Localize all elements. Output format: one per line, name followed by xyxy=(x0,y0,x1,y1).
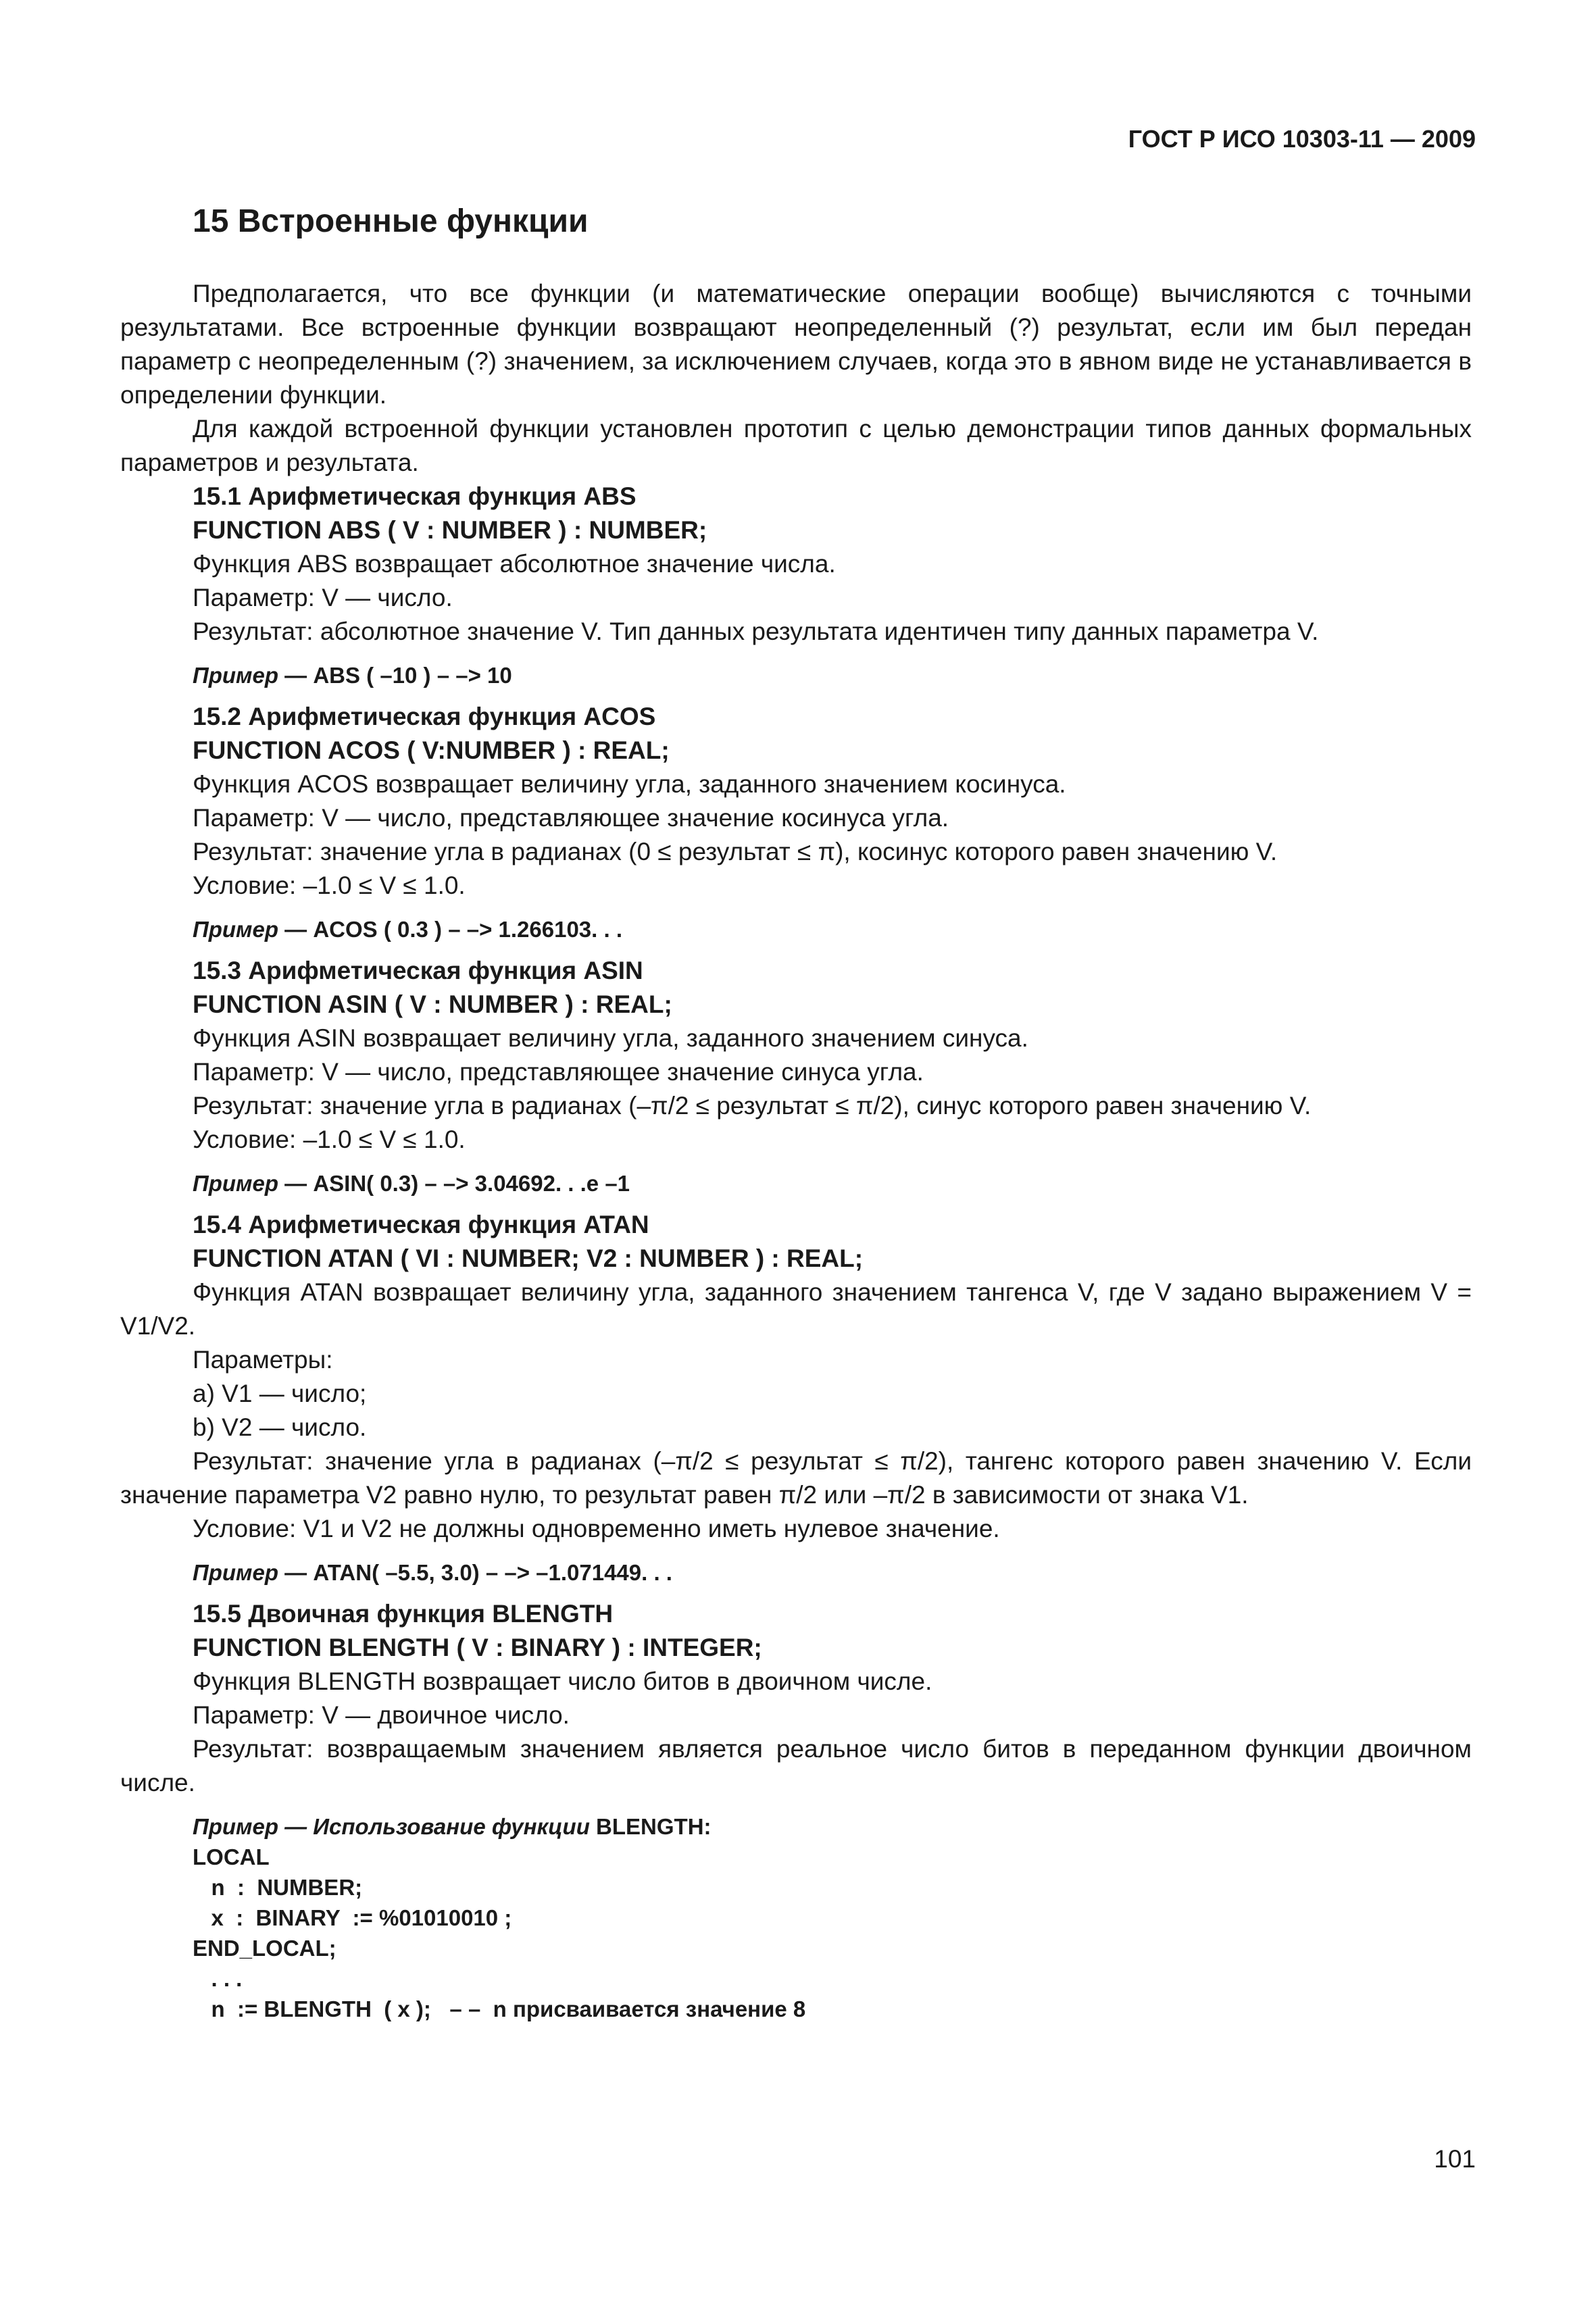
result-asin: Результат: значение угла в радианах (–π/2 ≤ результат ≤ π/2), синус которого равен значению V. xyxy=(193,1092,1312,1120)
desc-atan: Функция ATAN возвращает величину угла, заданного значением тангенса V, где V задано выражением V = V1/V2. xyxy=(120,1278,1472,1340)
example-label: Пример xyxy=(193,1560,278,1585)
example-asin xyxy=(120,1169,1472,1199)
params-title-atan: Параметры: xyxy=(193,1346,333,1374)
code-line: . . . xyxy=(193,1966,243,1991)
example-label: Пример — Использование функции xyxy=(193,1814,590,1839)
code-line: LOCAL xyxy=(193,1844,270,1869)
result-blength: Результат: возвращаемым значением является реальное число битов в переданном функции двоичном числе. xyxy=(120,1735,1472,1796)
param-a-atan: а) V1 — число; xyxy=(193,1380,367,1407)
document-header: ГОСТ Р ИСО 10303-11 — 2009 xyxy=(1128,125,1476,153)
result-abs: Результат: абсолютное значение V. Тип данных результата идентичен типу данных параметра V. xyxy=(193,618,1319,645)
param-asin: Параметр: V — число, представляющее значение синуса угла. xyxy=(193,1058,924,1086)
code-line: n := BLENGTH ( x ); – – n присваивается значение 8 xyxy=(193,1996,806,2021)
param-acos: Параметр: V — число, представляющее значение косинуса угла. xyxy=(193,804,949,832)
desc-blength: Функция BLENGTH возвращает число битов в двоичном числе. xyxy=(193,1667,932,1695)
heading-15-5: 15.5 Двоичная функция BLENGTH xyxy=(193,1600,614,1628)
example-text: — ASIN( 0.3) – –> 3.04692. . .e –1 xyxy=(278,1171,630,1196)
result-atan: Результат: значение угла в радианах (–π/2 ≤ результат ≤ π/2), тангенс которого равен значению V. Если значение параметра V2 равно нулю, то результат равен π/2 или –π/2 в зависимости от знака V1. xyxy=(120,1447,1472,1509)
code-line: x : BINARY := %01010010 ; xyxy=(193,1905,512,1930)
example-label: Пример xyxy=(193,663,278,688)
heading-15-4: 15.4 Арифметическая функция ATAN xyxy=(193,1211,649,1238)
heading-15-2: 15.2 Арифметическая функция ACOS xyxy=(193,703,656,730)
example-atan xyxy=(120,1558,1472,1588)
signature-abs: FUNCTION ABS ( V : NUMBER ) : NUMBER; xyxy=(193,516,707,544)
example-abs xyxy=(120,661,1472,690)
page-body xyxy=(120,277,1472,2024)
example-blength xyxy=(120,1812,1472,1842)
cond-acos: Условие: –1.0 ≤ V ≤ 1.0. xyxy=(193,872,466,899)
desc-abs: Функция ABS возвращает абсолютное значение числа. xyxy=(193,550,836,578)
code-line: END_LOCAL; xyxy=(193,1936,336,1961)
result-acos: Результат: значение угла в радианах (0 ≤ результат ≤ π), косинус которого равен значению V. xyxy=(193,838,1278,865)
param-b-atan: b) V2 — число. xyxy=(193,1413,367,1441)
cond-asin: Условие: –1.0 ≤ V ≤ 1.0. xyxy=(193,1126,466,1153)
section-title: 15 Встроенные функции xyxy=(193,203,589,239)
intro-paragraph-1: Предполагается, что все функции (и математические операции вообще) вычисляются с точными результатами. Все встроенные функции возвращают неопределенный (?) результат, если им был передан параметр с неопределенным (?) значением, за исключением случаев, когда это в явном виде не устанавливается в определении функции. xyxy=(120,280,1472,409)
code-line: n : NUMBER; xyxy=(193,1875,363,1900)
example-text: — ABS ( –10 ) – –> 10 xyxy=(278,663,512,688)
desc-acos: Функция ACOS возвращает величину угла, заданного значением косинуса. xyxy=(193,770,1066,798)
signature-acos: FUNCTION ACOS ( V:NUMBER ) : REAL; xyxy=(193,736,670,764)
example-acos xyxy=(120,915,1472,945)
signature-atan: FUNCTION ATAN ( VI : NUMBER; V2 : NUMBER ) : REAL; xyxy=(193,1244,864,1272)
example-label: Пример xyxy=(193,1171,278,1196)
signature-blength: FUNCTION BLENGTH ( V : BINARY ) : INTEGER; xyxy=(193,1634,762,1661)
param-abs: Параметр: V — число. xyxy=(193,584,453,611)
heading-15-3: 15.3 Арифметическая функция ASIN xyxy=(193,957,643,984)
cond-atan: Условие: V1 и V2 не должны одновременно иметь нулевое значение. xyxy=(193,1515,1000,1542)
param-blength: Параметр: V — двоичное число. xyxy=(193,1701,570,1729)
page-number: 101 xyxy=(1434,2145,1476,2173)
example-text: — ACOS ( 0.3 ) – –> 1.266103. . . xyxy=(278,917,622,942)
example-text: — ATAN( –5.5, 3.0) – –> –1.071449. . . xyxy=(278,1560,672,1585)
desc-asin: Функция ASIN возвращает величину угла, заданного значением синуса. xyxy=(193,1024,1028,1052)
heading-15-1: 15.1 Арифметическая функция ABS xyxy=(193,482,637,510)
example-label: Пример xyxy=(193,917,278,942)
intro-paragraph-2: Для каждой встроенной функции установлен прототип с целью демонстрации типов данных формальных параметров и результата. xyxy=(120,415,1472,476)
example-text: BLENGTH: xyxy=(589,1814,712,1839)
signature-asin: FUNCTION ASIN ( V : NUMBER ) : REAL; xyxy=(193,990,672,1018)
